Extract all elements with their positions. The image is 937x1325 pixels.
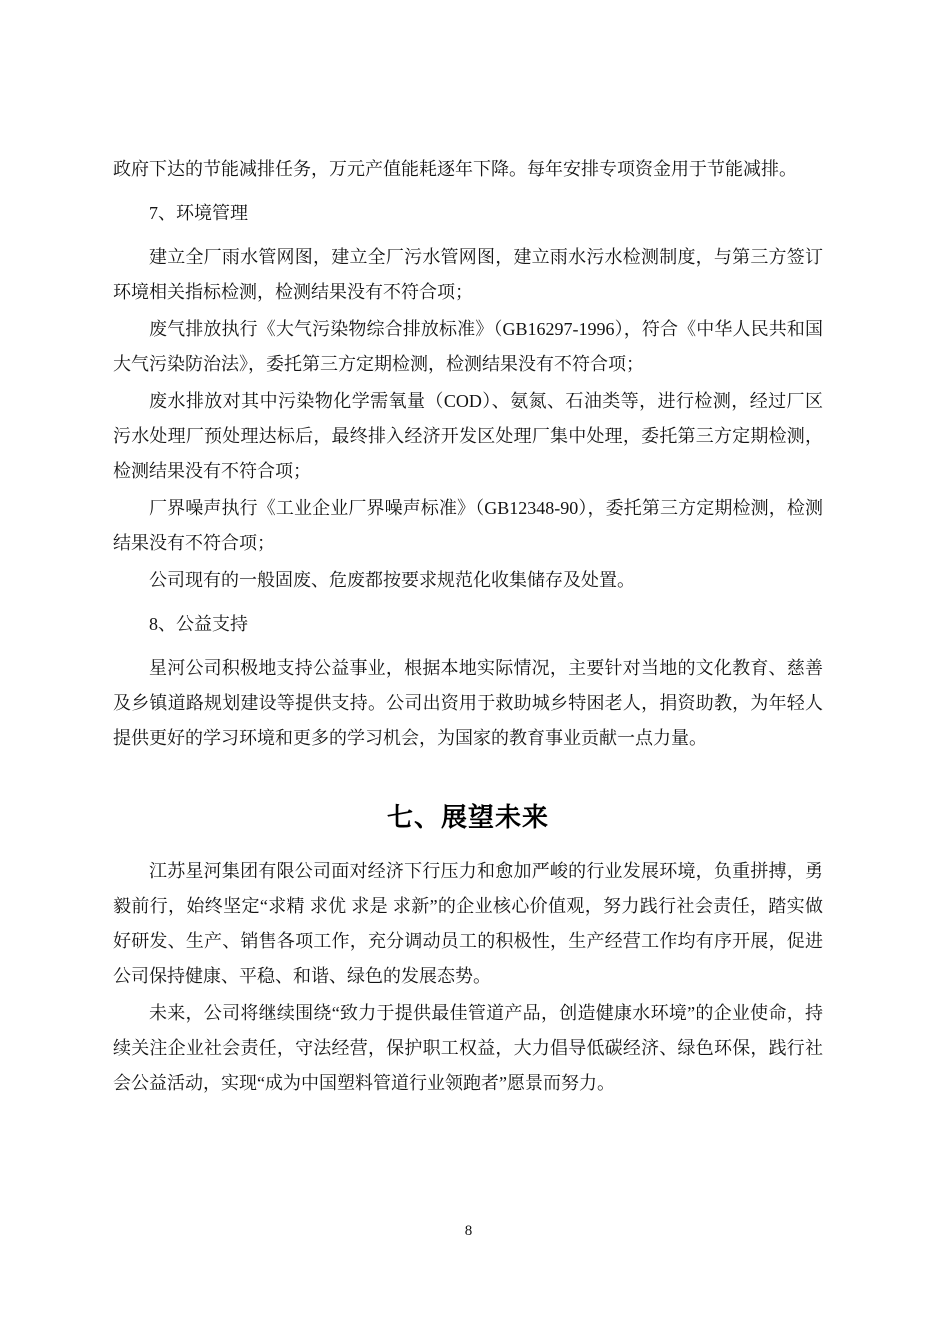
paragraph-solid-waste-disposal: 公司现有的一般固废、危废都按要求规范化收集储存及处置。 [149, 570, 635, 590]
paragraph-wastewater-treatment: 废水排放对其中污染物化学需氧量（COD）、氨氮、石油类等，进行检测，经过厂区污水处理厂预处理达标后，最终排入经济开发区处理厂集中处理，委托第三方定期检测，检测结果没有不符合项； [113, 391, 823, 481]
paragraph-energy-saving-continuation: 政府下达的节能减排任务，万元产值能耗逐年下降。每年安排专项资金用于节能减排。 [113, 159, 797, 179]
paragraph-pipe-network-monitoring: 建立全厂雨水管网图，建立全厂污水管网图，建立雨水污水检测制度，与第三方签订环境相关指标检测，检测结果没有不符合项； [113, 247, 823, 302]
list-item-title-public-welfare: 8、公益支持 [149, 614, 248, 634]
document-content [113, 150, 823, 1103]
page-number: 8 [464, 1223, 473, 1239]
section-heading-future-outlook: 七、展望未来 [386, 802, 549, 832]
list-item-title-environment-management: 7、环境管理 [149, 203, 248, 223]
paragraph-factory-noise-standard: 厂界噪声执行《工业企业厂界噪声标准》（GB12348-90），委托第三方定期检测，检测结果没有不符合项； [113, 498, 823, 553]
paragraph-public-welfare-support: 星河公司积极地支持公益事业，根据本地实际情况，主要针对当地的文化教育、慈善及乡镇道路规划建设等提供支持。公司出资用于救助城乡特困老人，捐资助教，为年轻人提供更好的学习环境和更多的学习机会，为国家的教育事业贡献一点力量。 [113, 658, 823, 748]
paragraph-air-emission-standard: 废气排放执行《大气污染物综合排放标准》（GB16297-1996），符合《中华人民共和国大气污染防治法》，委托第三方定期检测，检测结果没有不符合项； [113, 319, 823, 374]
paragraph-outlook-values: 江苏星河集团有限公司面对经济下行压力和愈加严峻的行业发展环境，负重拼搏，勇毅前行，始终坚定“求精 求优 求是 求新”的企业核心价值观，努力践行社会责任，踏实做好研发、生产、销售各项工作，充分调动员工的积极性，生产经营工作均有序开展，促进公司保持健康、平稳、和谐、绿色的发展态势。 [113, 861, 823, 986]
paragraph-outlook-mission: 未来，公司将继续围绕“致力于提供最佳管道产品，创造健康水环境”的企业使命，持续关注企业社会责任，守法经营，保护职工权益，大力倡导低碳经济、绿色环保，践行社会公益活动，实现“成为中国塑料管道行业领跑者”愿景而努力。 [113, 1003, 823, 1093]
